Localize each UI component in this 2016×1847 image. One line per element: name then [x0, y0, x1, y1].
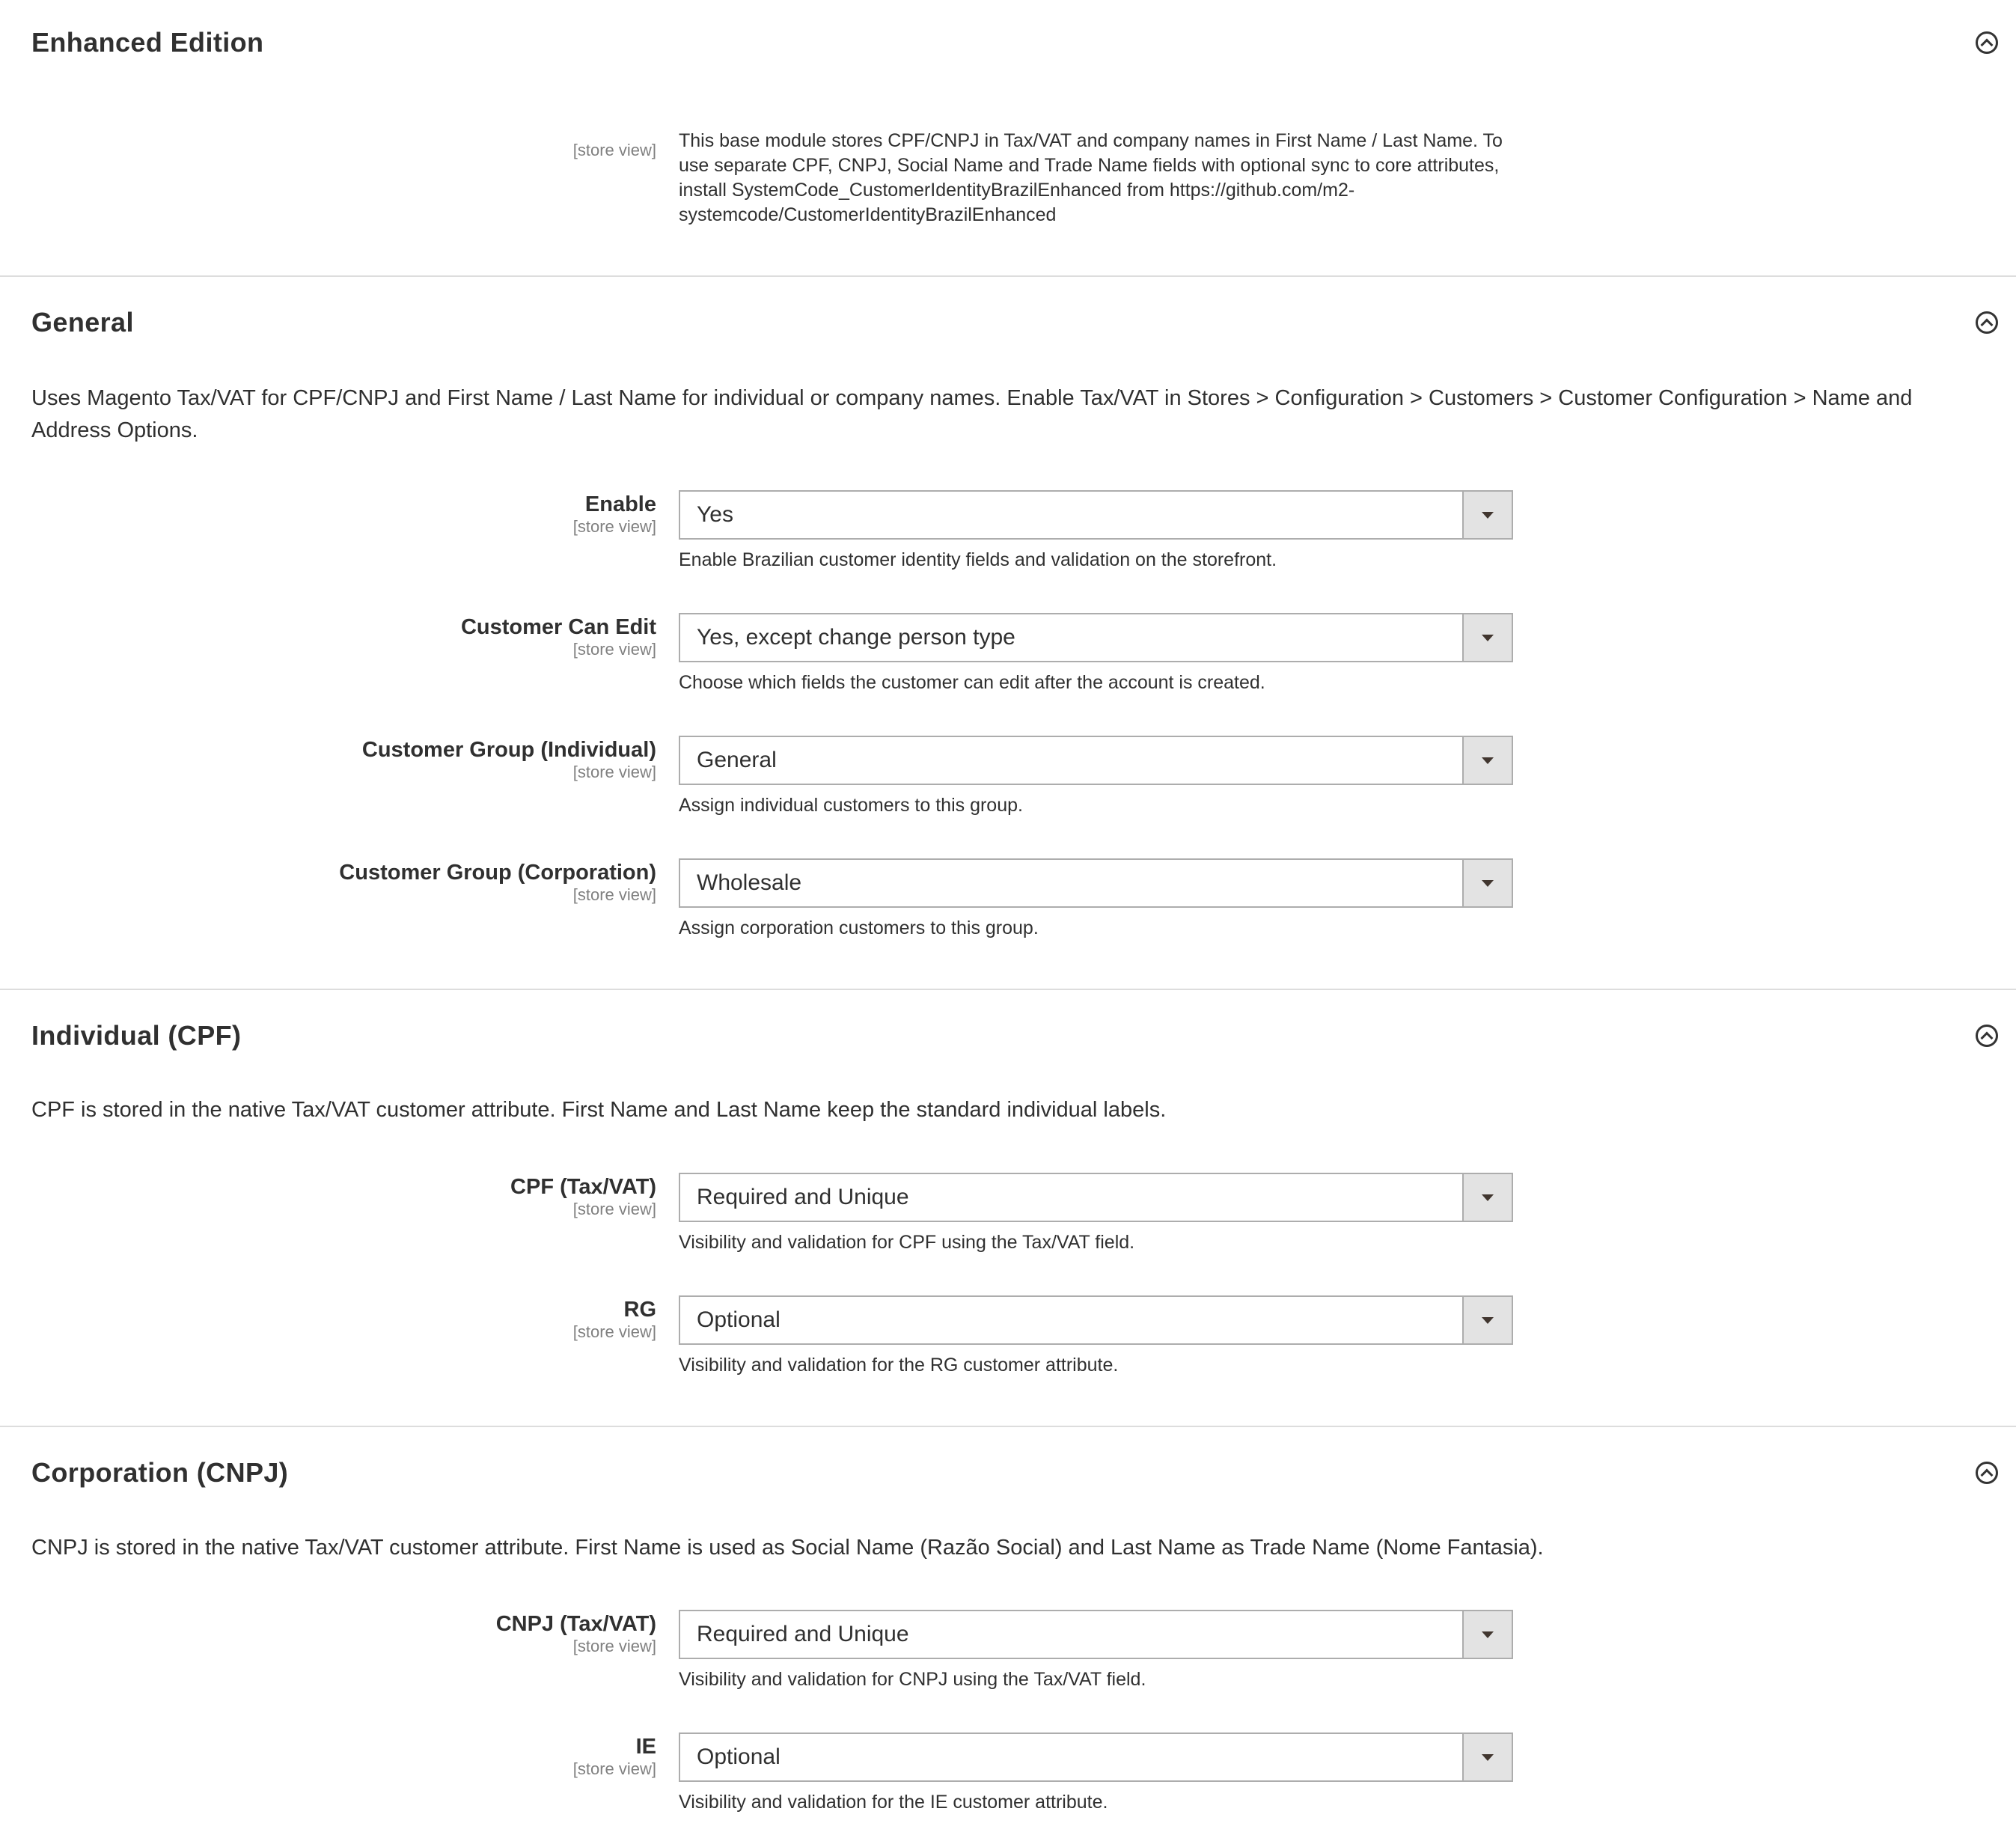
field-note: Visibility and validation for CPF using the Tax/VAT field. [679, 1232, 1135, 1253]
field-note: Choose which fields the customer can edit after the account is created. [679, 672, 1265, 693]
field-note: Visibility and validation for the IE customer attribute. [679, 1792, 1108, 1813]
select-value: General [697, 748, 777, 772]
field-label [43, 492, 656, 537]
field-label [43, 614, 656, 659]
section-description: CPF is stored in the native Tax/VAT customer attribute. First Name and Last Name keep the standard individual labels. [31, 1098, 1167, 1122]
field-label-text: Customer Group (Corporation) [339, 861, 656, 885]
dropdown-arrow-icon[interactable] [1462, 1174, 1512, 1221]
select-value: Required and Unique [697, 1185, 909, 1209]
field-label [43, 1734, 656, 1779]
scope-label: [store view] [572, 141, 656, 159]
dropdown-arrow-icon[interactable] [1462, 860, 1512, 906]
section-title[interactable]: Corporation (CNPJ) [31, 1457, 289, 1488]
scope-label: [store view] [572, 1200, 656, 1218]
scope-label: [store view] [572, 640, 656, 659]
scope-label: [store view] [572, 885, 656, 904]
section-title[interactable]: Individual (CPF) [31, 1020, 242, 1051]
section-individual-cpf [0, 989, 2016, 1426]
dropdown-arrow-icon[interactable] [1462, 492, 1512, 538]
section-enhanced-edition [0, 0, 2016, 275]
field-label-text: Customer Group (Individual) [361, 738, 656, 762]
dropdown-arrow-icon[interactable] [1462, 614, 1512, 661]
scope-label: [store view] [572, 763, 656, 781]
collapse-icon[interactable] [1976, 1462, 1998, 1484]
enable-select[interactable] [679, 490, 1513, 540]
collapse-icon[interactable] [1976, 1025, 1998, 1047]
field-note: Visibility and validation for the RG customer attribute. [679, 1355, 1119, 1376]
field-label [43, 1611, 656, 1656]
collapse-icon[interactable] [1976, 311, 1998, 334]
section-description: CNPJ is stored in the native Tax/VAT customer attribute. First Name is used as Social Name (Razão Social) and Last Name as Trade Name (Nome Fantasia). [31, 1536, 1544, 1560]
rg-select[interactable] [679, 1295, 1513, 1345]
field-label [43, 860, 656, 905]
scope-label: [store view] [572, 517, 656, 536]
select-value: Yes [697, 502, 733, 527]
scope-label: [store view] [572, 1637, 656, 1655]
select-value: Yes, except change person type [697, 625, 1015, 650]
customer-group-individual-select[interactable] [679, 736, 1513, 785]
select-value: Optional [697, 1307, 781, 1332]
field-label [43, 737, 656, 782]
field-label-text: CNPJ (Tax/VAT) [495, 1612, 656, 1636]
customer-group-corporation-select[interactable] [679, 858, 1513, 908]
select-value: Wholesale [697, 870, 802, 895]
dropdown-arrow-icon[interactable] [1462, 1611, 1512, 1658]
field-label [43, 1174, 656, 1219]
select-value: Optional [697, 1744, 781, 1769]
scope-label: [store view] [572, 1322, 656, 1341]
section-general [0, 275, 2016, 989]
dropdown-arrow-icon[interactable] [1462, 1297, 1512, 1343]
field-note: Enable Brazilian customer identity fields and validation on the storefront. [679, 549, 1277, 570]
scope-label: [store view] [572, 1759, 656, 1778]
field-note: Assign corporation customers to this group. [679, 918, 1039, 938]
dropdown-arrow-icon[interactable] [1462, 737, 1512, 784]
field-label [43, 1297, 656, 1342]
field-label [43, 141, 656, 160]
collapse-icon[interactable] [1976, 31, 1998, 54]
cnpj-select[interactable] [679, 1610, 1513, 1659]
cpf-select[interactable] [679, 1173, 1513, 1222]
section-description: Uses Magento Tax/VAT for CPF/CNPJ and First Name / Last Name for individual or company names. Enable Tax/VAT in Stores > Configuration > Customers > Customer Configuration > Name and Address Options. [31, 386, 1913, 442]
section-corporation-cnpj [0, 1426, 2016, 1847]
select-value: Required and Unique [697, 1622, 909, 1646]
enhanced-comment: This base module stores CPF/CNPJ in Tax/VAT and company names in First Name / Last Name. To use separate CPF, CNPJ, Social Name and Trade Name fields with optional sync to core attributes, install SystemCode_CustomerIdentityBrazilEnhanced from https://github.com/m2-systemcode/CustomerIdentityBrazilEnhanced [679, 130, 1503, 225]
field-label-text: Enable [584, 492, 656, 516]
ie-select[interactable] [679, 1732, 1513, 1782]
customer-can-edit-select[interactable] [679, 613, 1513, 662]
field-label-text: RG [623, 1298, 656, 1322]
field-note: Visibility and validation for CNPJ using the Tax/VAT field. [679, 1669, 1146, 1690]
field-label-text: Customer Can Edit [460, 615, 656, 639]
field-label-text: CPF (Tax/VAT) [510, 1175, 656, 1199]
section-title[interactable]: Enhanced Edition [31, 27, 264, 58]
field-note: Assign individual customers to this group. [679, 795, 1023, 816]
dropdown-arrow-icon[interactable] [1462, 1734, 1512, 1780]
field-label-text: IE [635, 1735, 656, 1759]
section-title[interactable]: General [31, 307, 134, 338]
